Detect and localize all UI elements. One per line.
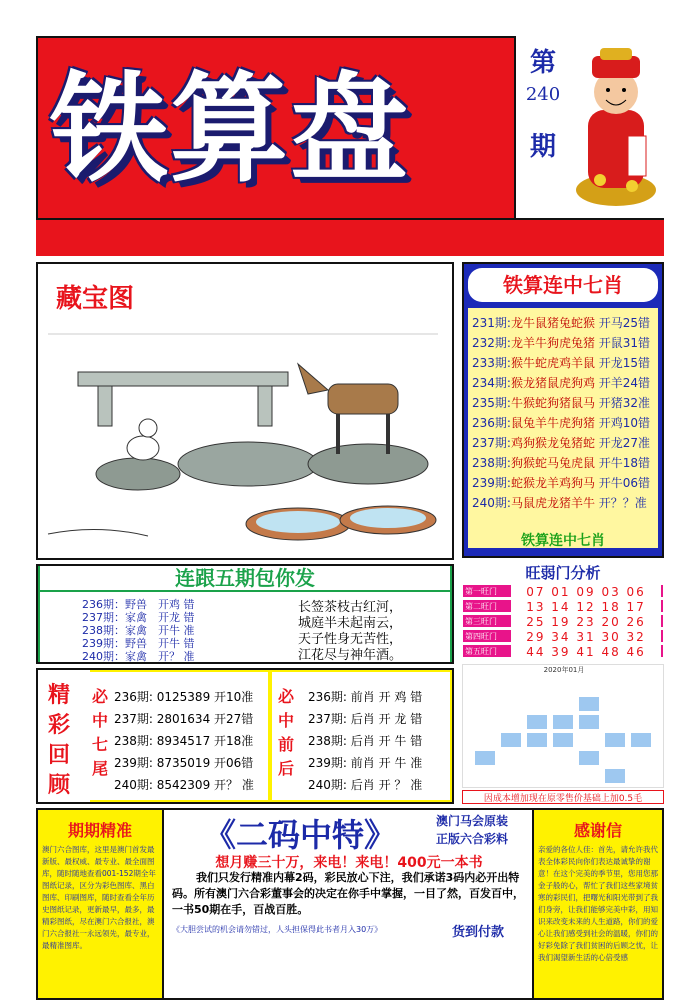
- zodiac-period: 233期:: [472, 356, 511, 370]
- calendar-cell: [631, 769, 651, 783]
- zodiac-row: [472, 354, 656, 374]
- zodiac-row: [472, 434, 656, 454]
- zodiac-result: 开？？准: [594, 496, 647, 510]
- five-period-row: 240期：家禽 开？ 准: [82, 650, 195, 663]
- zodiac-picks: 猴龙猪鼠虎狗鸡: [510, 376, 595, 390]
- frontback-label-char: 中: [278, 711, 295, 730]
- zodiac-title: 铁算连中七肖: [468, 268, 658, 302]
- zodiac-picks: 狗猴蛇马兔虎鼠: [510, 456, 595, 470]
- calendar-cell: [553, 697, 573, 711]
- zodiac-row: [472, 474, 656, 494]
- five-period-row: 239期：野兽 开牛 错: [82, 637, 195, 650]
- wang-ruo-row: [462, 599, 664, 613]
- review-side-char: 回: [48, 742, 71, 768]
- calendar-cell: [631, 697, 651, 711]
- review-side-char: 精: [48, 682, 71, 708]
- zodiac-period: 234期:: [472, 376, 511, 390]
- zodiac-picks: 猴牛蛇虎鸡羊鼠: [510, 356, 595, 370]
- page-title: 铁算盘: [50, 60, 411, 198]
- zodiac-period: 237期:: [472, 436, 511, 450]
- two-code-footnote: 《大胆尝试的机会请勿错过，人头担保得此书者月入30万》: [172, 925, 383, 934]
- left-promo-text: 澳门六合图库，这里是澳门首发最新版、最权威、最专业、最全面图库，随时随地查看001-152期全年图纸记录，区分为彩色图库、黑白图库、印刷图库，随时查看全年历史图纸记录，更新最早，最多，最精彩图纸，尽在澳门六合报社，澳门六合报社一永远领先，最专业，最精准图库。: [42, 845, 156, 950]
- frontback-row: 240期: 后肖 开 ？ 准: [308, 778, 423, 792]
- calendar-cell: [475, 679, 495, 693]
- treasure-map-cartoon: [38, 324, 452, 558]
- calendar: [462, 664, 664, 788]
- tails-label-char: 中: [92, 711, 109, 730]
- issue-box: [514, 36, 664, 218]
- zodiac-result: 开牛06错: [594, 476, 651, 490]
- tails-row: 237期: 2801634 开27错: [114, 712, 254, 726]
- calendar-cell: [527, 733, 547, 747]
- wang-ruo-label: 第一旺门: [465, 587, 497, 596]
- calendar-cell: [501, 715, 521, 729]
- zodiac-picks: 牛猴蛇狗猪鼠马: [510, 396, 595, 410]
- two-code-subtitle: 澳门马会原装: [436, 814, 509, 828]
- calendar-cell: [553, 733, 573, 747]
- calendar-cell: [501, 733, 521, 747]
- issue-prefix: 第: [529, 48, 556, 78]
- zodiac-period: 232期:: [472, 336, 511, 350]
- calendar-cell: [501, 697, 521, 711]
- calendar-cell: [501, 769, 521, 783]
- calendar-cell: [579, 679, 599, 693]
- frontback-row: 237期: 后肖 开 龙 错: [308, 712, 423, 726]
- review-side-char: 顾: [48, 772, 71, 798]
- poem-line: 城庭半未起南云，: [298, 616, 403, 631]
- calendar-cell: [579, 769, 599, 783]
- tails-row: 238期: 8934517 开18准: [114, 734, 254, 748]
- zodiac-picks: 鼠兔羊牛虎狗猪: [510, 416, 595, 430]
- wang-ruo-label: 第四旺门: [465, 632, 497, 641]
- two-code-body: 我们只发行精准内幕2码，彩民放心下注，我们承诺3码内必开出特码。所有澳门六合彩董事会的决定在你手中掌握，一目了然，百发百中，一书50期在手，百战百胜。: [172, 871, 524, 916]
- poem-line: 江花尽与神年酒。: [298, 648, 403, 663]
- five-periods-body: [40, 592, 450, 662]
- wang-ruo-row: [462, 629, 664, 643]
- calendar-cell: [553, 679, 573, 693]
- calendar-cell: [631, 715, 651, 729]
- zodiac-result: 开猪32准: [594, 396, 651, 410]
- calendar-cell: [501, 679, 521, 693]
- cash-on-delivery: 货到付款: [452, 925, 505, 940]
- wang-ruo-row: [462, 614, 664, 628]
- calendar-cell: [605, 751, 625, 765]
- zodiac-picks: 龙羊牛狗虎兔猪: [510, 336, 595, 350]
- calendar-cell: [475, 733, 495, 747]
- calendar-cell: [631, 679, 651, 693]
- thanks-letter-text: 亲爱的各位人佳：首先，请允许我代表全体彩民向你们表达最诚挚的谢意！在这个完美的季节里，您用您那金子般的心，帮忙了我们这些家境贫寒的彩民们，把曙光和阳光带到了我们身旁，让我们能够完美中彩，用知识来改变未来的人生道路，你们的爱心让我们感受到社会的温暖，你们的好彩免除了我们贫困的后顾之忧，让我们渴望新生活的心倍受感: [538, 845, 658, 962]
- calendar-cell: [527, 697, 547, 711]
- tails-row: 239期: 8735019 开06错: [114, 756, 254, 770]
- five-periods-title: 连跟五期包你发: [40, 566, 450, 590]
- calendar-cell: [605, 697, 625, 711]
- zodiac-picks: 龙牛鼠猪兔蛇猴: [510, 316, 595, 330]
- calendar-cell: [605, 733, 625, 747]
- zodiac-footer: 铁算连中七肖: [521, 533, 605, 549]
- five-period-row: 236期：野兽 开鸡 错: [82, 598, 195, 611]
- wang-ruo-label: 第二旺门: [465, 602, 497, 611]
- zodiac-row: [472, 494, 656, 514]
- wang-ruo-title: 旺弱门分析: [525, 564, 601, 582]
- thanks-letter-title: 感谢信: [573, 821, 622, 840]
- calendar-cell: [605, 715, 625, 729]
- calendar-cell: [553, 751, 573, 765]
- zodiac-result: 开鼠31错: [594, 336, 651, 350]
- calendar-cell: [475, 769, 495, 783]
- review-tails: [88, 672, 268, 800]
- frontback-label-char: 前: [278, 735, 295, 754]
- frontback-row: 236期: 前肖 开 鸡 错: [308, 690, 423, 704]
- wang-ruo-row: [462, 644, 664, 658]
- zodiac-row: [472, 334, 656, 354]
- two-code-subtitle: 正版六合彩料: [436, 832, 509, 846]
- frontback-row: 239期: 前肖 开 牛 准: [308, 756, 423, 770]
- frontback-label-char: 必: [278, 687, 295, 706]
- wang-ruo-numbers: 44 39 41 48 46: [511, 645, 661, 659]
- calendar-cell: [527, 715, 547, 729]
- poem-line: 长签茶枝古红河，: [298, 600, 403, 615]
- issue-suffix: 期: [529, 132, 556, 162]
- tails-label-char: 尾: [92, 759, 109, 778]
- wang-ruo-numbers: 25 19 23 20 26: [511, 615, 661, 629]
- tails-row: 240期: 8542309 开？ 准: [114, 778, 254, 792]
- wang-ruo-numbers: 07 01 09 03 06: [511, 585, 661, 599]
- treasure-map-panel: [36, 262, 454, 560]
- issue-number: 240: [525, 84, 561, 105]
- price-notice: 因成本增加现在原零售价基础上加0.5毛: [462, 790, 664, 804]
- zodiac-row: [472, 314, 656, 334]
- frontback-label-char: 后: [278, 759, 295, 778]
- five-period-row: 238期：家禽 开牛 准: [82, 624, 195, 637]
- calendar-cell: [579, 751, 599, 765]
- calendar-cell: [553, 715, 573, 729]
- calendar-cell: [475, 715, 495, 729]
- left-promo-title: 期期精准: [67, 821, 132, 840]
- zodiac-result: 开羊24错: [594, 376, 651, 390]
- wang-ruo-numbers: 29 34 31 30 32: [511, 630, 661, 644]
- zodiac-row: [472, 374, 656, 394]
- wang-ruo-label: 第五旺门: [465, 647, 497, 656]
- zodiac-result: 开牛18错: [594, 456, 651, 470]
- calendar-cell: [605, 769, 625, 783]
- calendar-cell: [527, 769, 547, 783]
- zodiac-period: 240期:: [472, 496, 511, 510]
- fortune-god-image: [570, 40, 662, 210]
- zodiac-period: 235期:: [472, 396, 511, 410]
- tails-label-char: 必: [92, 687, 109, 706]
- zodiac-picks: 蛇猴龙羊鸡狗马: [510, 476, 595, 490]
- calendar-cell: [553, 769, 573, 783]
- wang-ruo-row: [462, 584, 664, 598]
- zodiac-result: 开鸡10错: [594, 416, 651, 430]
- review-side-char: 彩: [48, 712, 71, 738]
- calendar-cell: [631, 751, 651, 765]
- zodiac-result: 开马25错: [594, 316, 651, 330]
- five-period-row: 237期：家禽 开龙 错: [82, 611, 195, 624]
- zodiac-picks: 马鼠虎龙猪羊牛: [510, 496, 595, 510]
- wang-ruo-numbers: 13 14 12 18 17: [511, 600, 661, 614]
- zodiac-period: 238期:: [472, 456, 511, 470]
- two-code-title: 《二码中特》: [203, 816, 396, 854]
- tails-row: 236期: 0125389 开10准: [114, 690, 254, 704]
- calendar-title: 2020年01月: [543, 666, 585, 674]
- wang-ruo-label: 第三旺门: [465, 617, 497, 626]
- calendar-cell: [579, 715, 599, 729]
- tails-label-char: 七: [92, 735, 109, 754]
- calendar-cell: [475, 751, 495, 765]
- zodiac-period: 236期:: [472, 416, 511, 430]
- zodiac-row: [472, 414, 656, 434]
- zodiac-row: [472, 394, 656, 414]
- zodiac-picks: 鸡狗猴龙兔猪蛇: [510, 436, 595, 450]
- two-code-slogan: 想月赚三十万，来电！来电！400元一本书: [215, 855, 483, 871]
- calendar-cell: [527, 679, 547, 693]
- calendar-cell: [579, 697, 599, 711]
- zodiac-period: 231期:: [472, 316, 511, 330]
- calendar-cell: [527, 751, 547, 765]
- calendar-cell: [605, 679, 625, 693]
- zodiac-result: 开龙27准: [594, 436, 651, 450]
- treasure-map-title: 藏宝图: [56, 284, 135, 314]
- zodiac-period: 239期:: [472, 476, 511, 490]
- poem-line: 天子性身无苦性，: [298, 632, 403, 647]
- calendar-cell: [631, 733, 651, 747]
- calendar-cell: [475, 697, 495, 711]
- calendar-cell: [579, 733, 599, 747]
- calendar-cell: [501, 751, 521, 765]
- review-front-back: [272, 672, 450, 800]
- frontback-row: 238期: 后肖 开 牛 错: [308, 734, 423, 748]
- zodiac-result: 开龙15错: [594, 356, 651, 370]
- zodiac-row: [472, 454, 656, 474]
- header-strip: [36, 218, 664, 256]
